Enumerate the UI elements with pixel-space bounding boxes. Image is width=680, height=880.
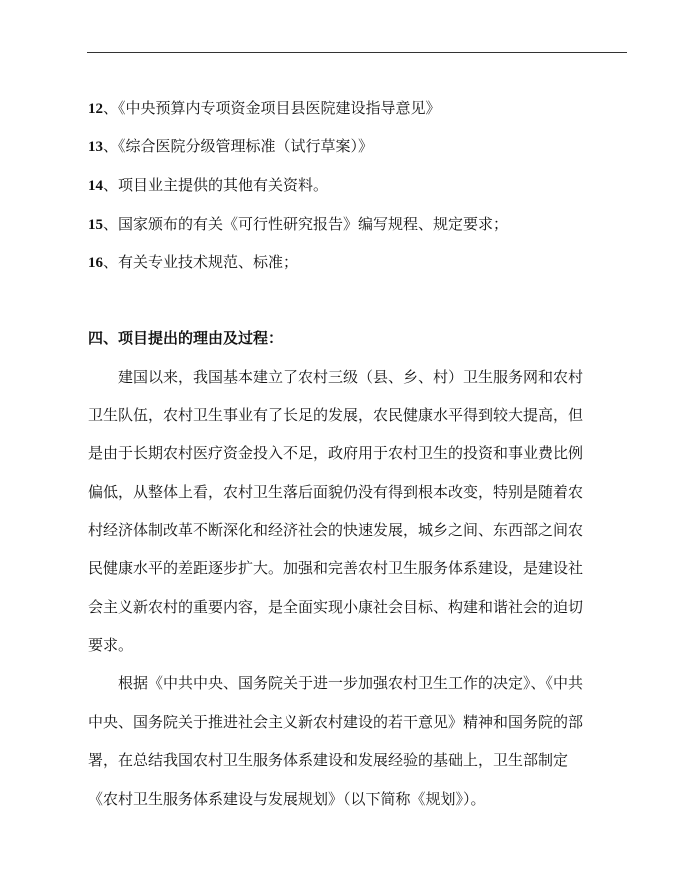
reference-number: 13 bbox=[88, 139, 103, 155]
reference-text: 、《综合医院分级管理标准（试行草案）》 bbox=[103, 137, 374, 155]
reference-text: 、《中央预算内专项资金项目县医院建设指导意见》 bbox=[103, 99, 441, 117]
paragraph-2-line: 署，在总结我国农村卫生服务体系建设和发展经验的基础上，卫生部制定 bbox=[88, 751, 569, 769]
paragraph-1-line: 要求。 bbox=[88, 636, 134, 654]
section-heading: 四、项目提出的理由及过程： bbox=[88, 329, 284, 347]
reference-item-12 bbox=[88, 98, 441, 119]
reference-item-15 bbox=[88, 214, 508, 235]
paragraph-1-line: 是由于长期农村医疗资金投入不足，政府用于农村卫生的投资和事业费比例 bbox=[88, 444, 584, 462]
paragraph-2-line: 根据《中共中央、国务院关于进一步加强农村卫生工作的决定》、《中共 bbox=[118, 674, 584, 692]
reference-text: 、有关专业技术规范、标准； bbox=[103, 253, 299, 271]
paragraph-1-line: 建国以来，我国基本建立了农村三级（县、乡、村）卫生服务网和农村 bbox=[118, 368, 584, 386]
header-rule bbox=[87, 52, 627, 53]
reference-number: 16 bbox=[88, 255, 103, 271]
paragraph-1-line: 偏低，从整体上看，农村卫生落后面貌仍没有得到根本改变，特别是随着农 bbox=[88, 483, 584, 501]
reference-number: 15 bbox=[88, 217, 103, 233]
paragraph-1-line: 会主义新农村的重要内容，是全面实现小康社会目标、构建和谐社会的迫切 bbox=[88, 598, 584, 616]
paragraph-1-line: 民健康水平的差距逐步扩大。加强和完善农村卫生服务体系建设，是建设社 bbox=[88, 559, 584, 577]
reference-number: 14 bbox=[88, 178, 103, 194]
reference-item-14 bbox=[88, 175, 328, 196]
reference-item-16 bbox=[88, 252, 298, 273]
paragraph-2-line: 中央、国务院关于推进社会主义新农村建设的若干意见》精神和国务院的部 bbox=[88, 713, 584, 731]
paragraph-1-line: 卫生队伍，农村卫生事业有了长足的发展，农民健康水平得到较大提高，但 bbox=[88, 406, 584, 424]
paragraph-2-line: 《农村卫生服务体系建设与发展规划》（以下简称《规划》）。 bbox=[88, 790, 486, 808]
reference-number: 12 bbox=[88, 101, 103, 117]
reference-text: 、项目业主提供的其他有关资料。 bbox=[103, 176, 329, 194]
reference-text: 、国家颁布的有关《可行性研究报告》编写规程、规定要求； bbox=[103, 215, 509, 233]
paragraph-1-line: 村经济体制改革不断深化和经济社会的快速发展，城乡之间、东西部之间农 bbox=[88, 521, 584, 539]
reference-item-13 bbox=[88, 136, 373, 157]
